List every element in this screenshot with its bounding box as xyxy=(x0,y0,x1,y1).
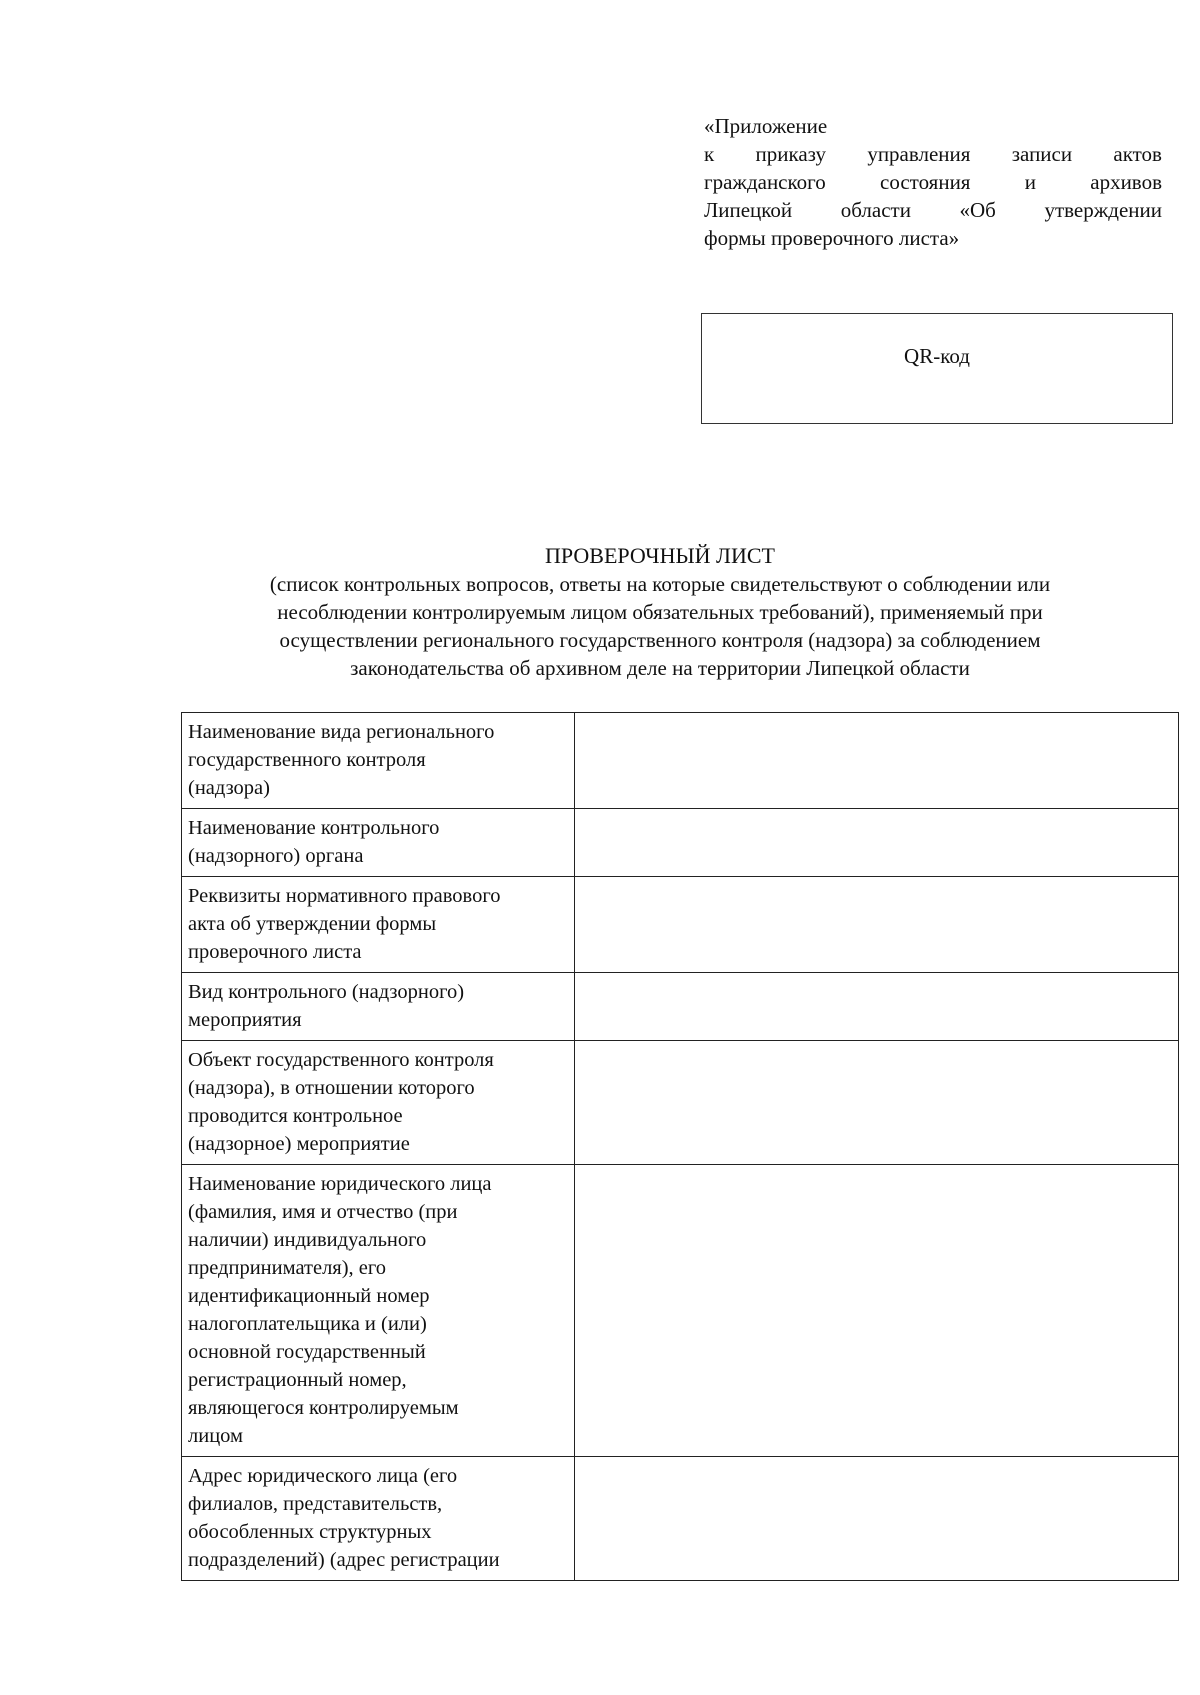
appendix-word: гражданского xyxy=(704,170,826,194)
row-label-cell xyxy=(182,1165,575,1457)
row-label-line: лицом xyxy=(188,1425,244,1447)
row-value-field[interactable] xyxy=(575,1041,1179,1165)
row-value-field[interactable] xyxy=(575,1457,1179,1581)
appendix-word: утверждении xyxy=(1044,198,1162,222)
qr-code-box xyxy=(701,313,1173,424)
row-label-line: Наименование вида регионального xyxy=(188,721,495,743)
appendix-line-2 xyxy=(704,140,1162,168)
row-label-line: Вид контрольного (надзорного) xyxy=(188,981,465,1003)
appendix-word: Липецкой xyxy=(704,198,793,222)
appendix-word: к xyxy=(704,142,715,166)
row-label-line: Объект государственного контроля xyxy=(188,1049,494,1071)
subtitle-line-1: (список контрольных вопросов, ответы на которые свидетельствуют о соблюдении или xyxy=(269,572,1051,596)
appendix-word: и xyxy=(1024,170,1036,194)
row-value-field[interactable] xyxy=(575,1165,1179,1457)
row-label-line: обособленных структурных xyxy=(188,1521,432,1543)
document-title: ПРОВЕРОЧНЫЙ ЛИСТ xyxy=(545,543,775,568)
row-label-cell xyxy=(182,973,575,1041)
table-row xyxy=(182,1041,1179,1165)
row-label-line: регистрационный номер, xyxy=(188,1369,407,1391)
qr-code-label: QR-код xyxy=(904,344,970,368)
row-label-line: акта об утверждении формы xyxy=(188,913,437,935)
row-label-line: Наименование контрольного xyxy=(188,817,440,839)
subtitle-line-2: несоблюдении контролируемым лицом обязательных требований), применяемый при xyxy=(277,600,1043,624)
table-row xyxy=(182,1457,1179,1581)
row-label-cell xyxy=(182,1457,575,1581)
row-label-line: налогоплательщика и (или) xyxy=(188,1313,427,1335)
row-label-line: наличии) индивидуального xyxy=(188,1229,427,1251)
row-label-cell xyxy=(182,713,575,809)
table-row xyxy=(182,973,1179,1041)
appendix-word: «Об xyxy=(959,198,996,222)
row-value-field[interactable] xyxy=(575,973,1179,1041)
document-heading xyxy=(180,542,1140,682)
row-value-field[interactable] xyxy=(575,809,1179,877)
row-label-line: (надзорное) мероприятие xyxy=(188,1133,410,1155)
table-row xyxy=(182,877,1179,973)
table-row xyxy=(182,809,1179,877)
row-label-line: Реквизиты нормативного правового xyxy=(188,885,501,907)
row-label-line: филиалов, представительств, xyxy=(188,1493,443,1515)
row-label-cell xyxy=(182,809,575,877)
row-label-line: (надзора), в отношении которого xyxy=(188,1077,475,1099)
form-table-body xyxy=(182,713,1179,1581)
appendix-line-5: формы проверочного листа» xyxy=(704,226,960,250)
appendix-word: управления xyxy=(867,142,971,166)
row-label-line: проверочного листа xyxy=(188,941,362,963)
appendix-word: состояния xyxy=(880,170,971,194)
appendix-line-1: «Приложение xyxy=(704,114,828,138)
appendix-block xyxy=(704,112,1162,252)
row-value-field[interactable] xyxy=(575,713,1179,809)
row-label-cell xyxy=(182,1041,575,1165)
row-label-cell xyxy=(182,877,575,973)
row-label-line: основной государственный xyxy=(188,1341,426,1363)
subtitle-line-3: осуществлении регионального государственного контроля (надзора) за соблюдением xyxy=(279,628,1041,652)
row-value-field[interactable] xyxy=(575,877,1179,973)
row-label-line: предпринимателя), его xyxy=(188,1257,387,1279)
row-label-line: (надзора) xyxy=(188,777,270,799)
table-row xyxy=(182,713,1179,809)
appendix-word: области xyxy=(840,198,911,222)
checklist-form-table xyxy=(181,712,1179,1581)
appendix-line-4 xyxy=(704,196,1162,224)
row-label-line: (фамилия, имя и отчество (при xyxy=(188,1201,458,1223)
row-label-line: идентификационный номер xyxy=(188,1285,430,1307)
appendix-word: записи xyxy=(1011,142,1073,166)
appendix-word: актов xyxy=(1113,142,1162,166)
appendix-word: архивов xyxy=(1090,170,1162,194)
row-label-line: Адрес юридического лица (его xyxy=(188,1465,458,1487)
row-label-line: государственного контроля xyxy=(188,749,426,771)
subtitle-line-4: законодательства об архивном деле на территории Липецкой области xyxy=(350,656,970,680)
row-label-line: являющегося контролируемым xyxy=(188,1397,459,1419)
row-label-line: проводится контрольное xyxy=(188,1105,403,1127)
appendix-word: приказу xyxy=(755,142,827,166)
row-label-line: Наименование юридического лица xyxy=(188,1173,492,1195)
appendix-line-3 xyxy=(704,168,1162,196)
row-label-line: (надзорного) органа xyxy=(188,845,364,867)
row-label-line: подразделений) (адрес регистрации xyxy=(188,1549,500,1571)
row-label-line: мероприятия xyxy=(188,1009,302,1031)
table-row xyxy=(182,1165,1179,1457)
